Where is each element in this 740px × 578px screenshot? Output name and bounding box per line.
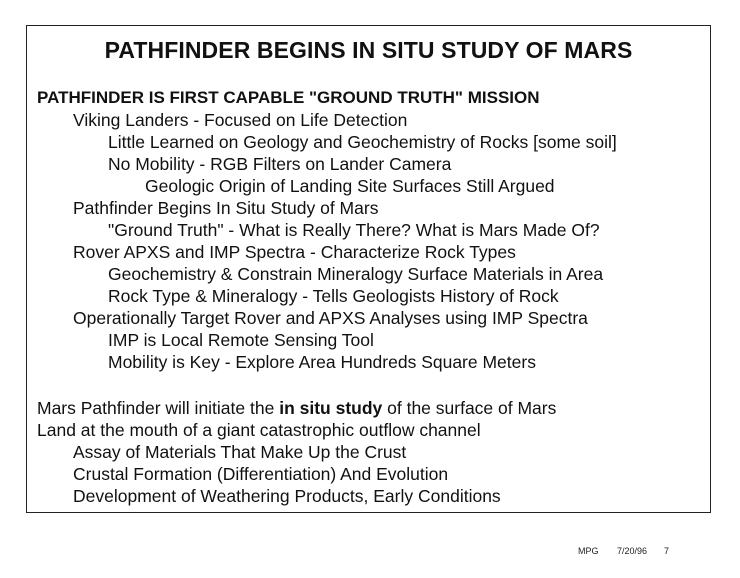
summary-point: Crustal Formation (Differentiation) And Evolution <box>73 464 449 484</box>
summary-emphasis: in situ study <box>279 398 383 418</box>
bullet-level2: Geochemistry & Constrain Mineralogy Surface Materials in Area <box>108 264 604 284</box>
bullet-level2: Mobility is Key - Explore Area Hundreds Square Meters <box>108 352 536 372</box>
bullet-level1: Viking Landers - Focused on Life Detection <box>73 110 408 130</box>
footer-date: 7/20/96 <box>617 546 648 556</box>
footer-org: MPG <box>578 546 599 556</box>
summary-point: Development of Weathering Products, Early Conditions <box>73 486 501 506</box>
summary-line-2: Land at the mouth of a giant catastrophic outflow channel <box>37 420 481 440</box>
summary-point: Assay of Materials That Make Up the Crust <box>73 442 407 462</box>
bullet-level1: Operationally Target Rover and APXS Analyses using IMP Spectra <box>73 308 588 328</box>
slide-title: PATHFINDER BEGINS IN SITU STUDY OF MARS <box>104 37 633 63</box>
summary-text-before: Mars Pathfinder will initiate the <box>37 398 280 418</box>
bullet-level2: Rock Type & Mineralogy - Tells Geologists History of Rock <box>108 286 559 306</box>
bullet-level3: Geologic Origin of Landing Site Surfaces Still Argued <box>145 176 555 196</box>
bullet-level2: Little Learned on Geology and Geochemistry of Rocks [some soil] <box>108 132 617 152</box>
bullet-level1: Pathfinder Begins In Situ Study of Mars <box>73 198 379 218</box>
bullet-level2: "Ground Truth" - What is Really There? What is Mars Made Of? <box>108 220 600 240</box>
section-heading: PATHFINDER IS FIRST CAPABLE "GROUND TRUTH" MISSION <box>37 88 540 107</box>
summary-line-1 <box>37 397 556 419</box>
summary-text-after: of the surface of Mars <box>382 398 557 418</box>
bullet-level2: IMP is Local Remote Sensing Tool <box>108 330 374 350</box>
bullet-level1: Rover APXS and IMP Spectra - Characterize Rock Types <box>73 242 516 262</box>
footer-page-number: 7 <box>664 546 670 556</box>
bullet-level2: No Mobility - RGB Filters on Lander Camera <box>108 154 452 174</box>
